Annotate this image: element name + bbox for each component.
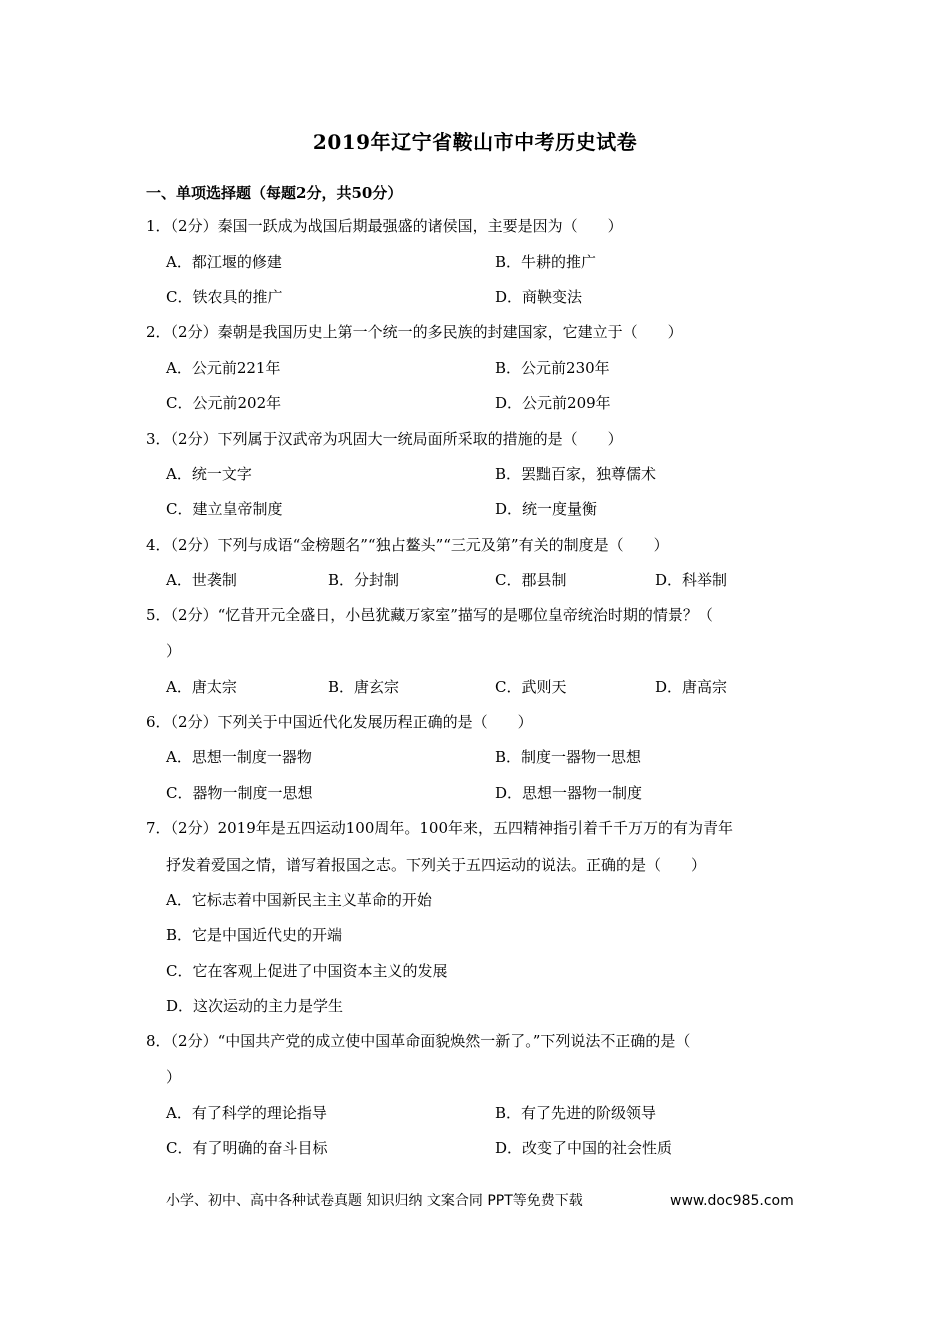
question-7-stem-continued: 抒发着爱国之情，谱写着报国之志。下列关于五四运动的说法。正确的是（ ）	[166, 856, 707, 874]
question-1-option-b: B．牛耕的推广	[495, 253, 597, 271]
question-7-option-c: C．它在客观上促进了中国资本主义的发展	[166, 962, 448, 980]
footer-note: 小学、初中、高中各种试卷真题 知识归纳 文案合同 PPT等免费下载	[166, 1193, 583, 1209]
question-4-option-c: C．郡县制	[495, 571, 567, 589]
question-5-option-b: B．唐玄宗	[328, 678, 400, 696]
question-8-stem-continued: ）	[166, 1068, 182, 1086]
question-5-stem: 5．（2分）“忆昔开元全盛日，小邑犹藏万家室”描写的是哪位皇帝统治时期的情景？（	[146, 606, 713, 624]
question-4-stem: 4．（2分）下列与成语“金榜题名”“独占鳌头”“三元及第”有关的制度是（ ）	[146, 536, 669, 554]
page-title: 2019年辽宁省鞍山市中考历史试卷	[312, 130, 638, 154]
question-1-stem: 1．（2分）秦国一跃成为战国后期最强盛的诸侯国，主要是因为（ ）	[146, 217, 623, 235]
question-8-option-c: C．有了明确的奋斗目标	[166, 1139, 328, 1157]
question-7-stem: 7．（2分）2019年是五四运动100周年。100年来，五四精神指引着千千万万的有为青年	[146, 819, 734, 837]
question-8-option-d: D．改变了中国的社会性质	[495, 1139, 673, 1157]
question-6-option-a: A．思想一制度一器物	[166, 748, 312, 766]
question-8-option-a: A．有了科学的理论指导	[166, 1104, 327, 1122]
question-7-option-a: A．它标志着中国新民主主义革命的开始	[166, 891, 432, 909]
section-heading: 一、单项选择题（每题2分，共50分）	[146, 184, 403, 202]
question-6-option-b: B．制度一器物一思想	[495, 748, 642, 766]
question-5-option-a: A．唐太宗	[166, 678, 237, 696]
question-1-option-c: C．铁农具的推广	[166, 288, 283, 306]
question-6-option-d: D．思想一器物一制度	[495, 784, 643, 802]
question-5-stem-continued: ）	[166, 642, 182, 660]
question-4-option-d: D．科举制	[655, 571, 728, 589]
question-7-option-b: B．它是中国近代史的开端	[166, 926, 343, 944]
question-8-option-b: B．有了先进的阶级领导	[495, 1104, 657, 1122]
question-2-option-a: A．公元前221年	[166, 359, 281, 377]
footer-website-link[interactable]: www.doc985.com	[670, 1193, 794, 1209]
question-5-option-d: D．唐高宗	[655, 678, 728, 696]
question-1-option-a: A．都江堰的修建	[166, 253, 282, 271]
question-3-option-b: B．罢黜百家，独尊儒术	[495, 465, 657, 483]
question-2-option-b: B．公元前230年	[495, 359, 610, 377]
question-8-stem: 8．（2分）“中国共产党的成立使中国革命面貌焕然一新了。”下列说法不正确的是（	[146, 1032, 691, 1050]
question-3-option-d: D．统一度量衡	[495, 500, 598, 518]
question-2-option-c: C．公元前202年	[166, 394, 282, 412]
question-3-stem: 3．（2分）下列属于汉武帝为巩固大一统局面所采取的措施的是（ ）	[146, 430, 623, 448]
question-2-stem: 2．（2分）秦朝是我国历史上第一个统一的多民族的封建国家，它建立于（ ）	[146, 323, 683, 341]
question-7-option-d: D．这次运动的主力是学生	[166, 997, 344, 1015]
question-3-option-a: A．统一文字	[166, 465, 252, 483]
question-4-option-a: A．世袭制	[166, 571, 237, 589]
question-6-stem: 6．（2分）下列关于中国近代化发展历程正确的是（ ）	[146, 713, 533, 731]
question-2-option-d: D．公元前209年	[495, 394, 611, 412]
question-5-option-c: C．武则天	[495, 678, 567, 696]
question-3-option-c: C．建立皇帝制度	[166, 500, 283, 518]
question-1-option-d: D．商鞅变法	[495, 288, 583, 306]
question-4-option-b: B．分封制	[328, 571, 400, 589]
question-6-option-c: C．器物一制度一思想	[166, 784, 313, 802]
